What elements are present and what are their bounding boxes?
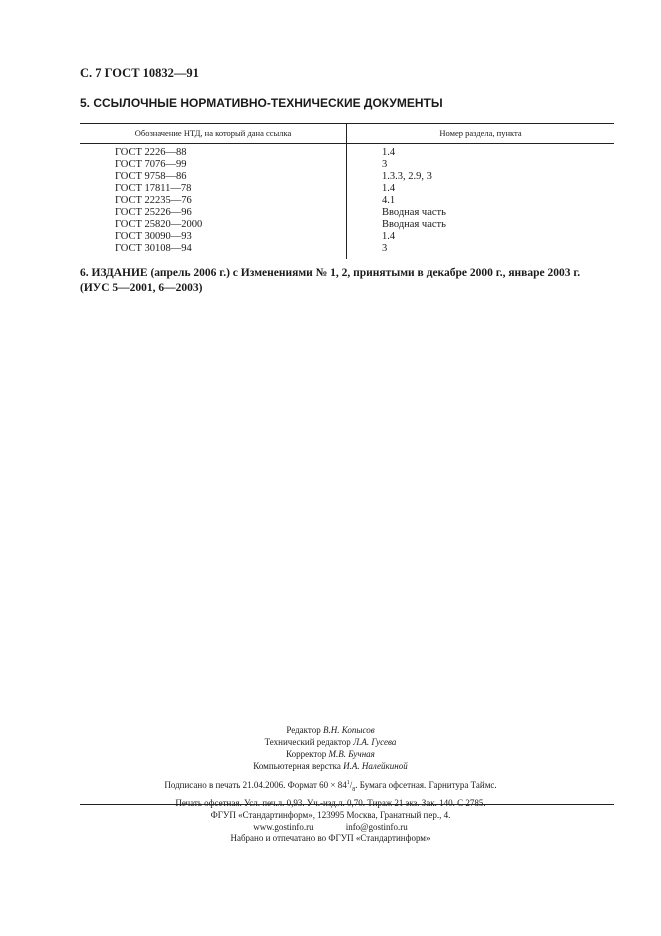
table-cell-doc: ГОСТ 30108—94 (115, 243, 192, 254)
fraction-numerator: 1 (346, 780, 350, 786)
printed-by: Набрано и отпечатано во ФГУП «Стандартинформ» (230, 833, 431, 843)
publisher-info (0, 810, 661, 845)
fraction-slash: / (349, 780, 353, 790)
credit-name: И.А. Налейкиной (343, 761, 408, 771)
print-line-2: Печать офсетная. Усл. печ.л. 0,93. Уч.-изд.л. 0,70. Тираж 21 экз. Зак. 140. С 2785. (175, 797, 486, 808)
designation-column (80, 144, 347, 259)
edition-ius-line: (ИУС 5—2001, 6—2003) (80, 282, 203, 294)
table-cell-ref: 1.3.3, 2.9, 3 (382, 171, 432, 182)
publisher-address: ФГУП «Стандартинформ», 123995 Москва, Гранатный пер., 4. (210, 810, 451, 820)
divider (80, 804, 614, 805)
credit-label: Технический редактор (264, 737, 351, 747)
credit-editor (0, 724, 661, 736)
page-title: С. 7 ГОСТ 10832—91 (80, 66, 199, 80)
table-cell-doc: ГОСТ 17811—78 (115, 183, 192, 194)
table-cell-ref: 1.4 (382, 231, 396, 242)
publisher-contacts (237, 822, 423, 834)
table-cell-ref: Вводная часть (382, 207, 446, 218)
print-paper-text: . Бумага офсетная. Гарнитура Таймс. (355, 780, 497, 790)
credit-label: Компьютерная верстка (253, 761, 341, 771)
section-column (347, 144, 614, 259)
credit-name: Л.А. Гусева (353, 737, 397, 747)
credit-corrector (0, 748, 661, 760)
section-5-heading: 5. ССЫЛОЧНЫЕ НОРМАТИВНО-ТЕХНИЧЕСКИЕ ДОКУМЕНТЫ (80, 96, 443, 110)
credit-name: М.В. Бучная (328, 749, 375, 759)
table-cell-ref: Вводная часть (382, 219, 446, 230)
table-cell-ref: 1.4 (382, 147, 396, 158)
reference-table (80, 123, 614, 259)
table-cell-ref: 4.1 (382, 195, 396, 206)
table-cell-doc: ГОСТ 2226—88 (115, 147, 187, 158)
credit-tech-editor (0, 736, 661, 748)
imprint-credits (0, 724, 661, 772)
fraction-denominator: 8 (352, 786, 356, 793)
table-cell-ref: 3 (382, 159, 388, 170)
table-cell-ref: 1.4 (382, 183, 396, 194)
table-cell-doc: ГОСТ 22235—76 (115, 195, 192, 206)
website-link[interactable]: www.gostinfo.ru (253, 821, 314, 832)
table-cell-doc: ГОСТ 30090—93 (115, 231, 192, 242)
credit-label: Корректор (286, 749, 327, 759)
credit-layout (0, 760, 661, 772)
print-line-1 (0, 777, 661, 797)
credit-name: В.Н. Копысов (323, 725, 375, 735)
table-cell-ref: 3 (382, 243, 388, 254)
table-cell-doc: ГОСТ 25820—2000 (115, 219, 203, 230)
table-cell-doc: ГОСТ 25226—96 (115, 207, 192, 218)
table-cell-doc: ГОСТ 7076—99 (115, 159, 187, 170)
table-body (80, 144, 614, 259)
section-6-edition (80, 266, 620, 296)
table-header (80, 123, 614, 144)
credit-label: Редактор (286, 725, 321, 735)
edition-line: 6. ИЗДАНИЕ (апрель 2006 г.) с Изменениями № 1, 2, принятыми в декабре 2000 г., январе 2003 г. (80, 267, 581, 279)
email-link[interactable]: info@gostinfo.ru (345, 821, 408, 832)
table-cell-doc: ГОСТ 9758—86 (115, 171, 187, 182)
print-format-text: Подписано в печать 21.04.2006. Формат 60 × 84 (164, 780, 347, 790)
column-header-designation: Обозначение НТД, на который дана ссылка (80, 124, 347, 143)
column-header-section: Номер раздела, пункта (439, 128, 522, 138)
